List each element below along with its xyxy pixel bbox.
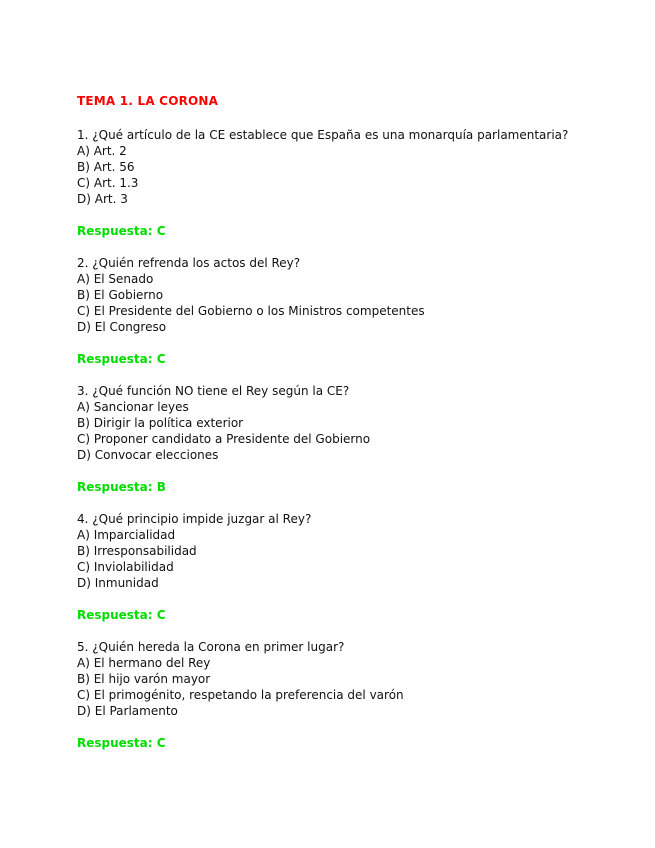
option-d: D) El Congreso (77, 320, 167, 334)
option-d: D) Convocar elecciones (77, 448, 219, 462)
question-block-5 (77, 639, 637, 751)
question-block-2 (77, 255, 637, 367)
option-c: C) El primogénito, respetando la preferencia del varón (77, 688, 404, 702)
option-a: A) El hermano del Rey (77, 656, 211, 670)
option-a: A) Sancionar leyes (77, 400, 189, 414)
option-d: D) El Parlamento (77, 704, 178, 718)
question-block-1 (77, 127, 637, 239)
option-c: C) Art. 1.3 (77, 176, 139, 190)
document-page (77, 93, 637, 767)
document-title: TEMA 1. LA CORONA (77, 94, 219, 108)
answer-label: Respuesta: C (77, 352, 166, 366)
question-text: 2. ¿Quién refrenda los actos del Rey? (77, 256, 301, 270)
question-block-3 (77, 383, 637, 495)
option-b: B) Dirigir la política exterior (77, 416, 244, 430)
option-b: B) Irresponsabilidad (77, 544, 197, 558)
option-d: D) Art. 3 (77, 192, 128, 206)
answer-label: Respuesta: C (77, 224, 166, 238)
answer-label: Respuesta: C (77, 736, 166, 750)
question-text: 3. ¿Qué función NO tiene el Rey según la CE? (77, 384, 350, 398)
option-c: C) Inviolabilidad (77, 560, 174, 574)
answer-label: Respuesta: C (77, 608, 166, 622)
option-a: A) El Senado (77, 272, 154, 286)
question-block-4 (77, 511, 637, 623)
question-text: 5. ¿Quién hereda la Corona en primer lugar? (77, 640, 345, 654)
option-a: A) Art. 2 (77, 144, 127, 158)
option-c: C) El Presidente del Gobierno o los Ministros competentes (77, 304, 425, 318)
option-c: C) Proponer candidato a Presidente del Gobierno (77, 432, 371, 446)
option-b: B) Art. 56 (77, 160, 135, 174)
answer-label: Respuesta: B (77, 480, 166, 494)
option-b: B) El hijo varón mayor (77, 672, 211, 686)
option-d: D) Inmunidad (77, 576, 159, 590)
option-b: B) El Gobierno (77, 288, 164, 302)
question-text: 1. ¿Qué artículo de la CE establece que España es una monarquía parlamentaria? (77, 128, 569, 142)
option-a: A) Imparcialidad (77, 528, 176, 542)
question-text: 4. ¿Qué principio impide juzgar al Rey? (77, 512, 312, 526)
